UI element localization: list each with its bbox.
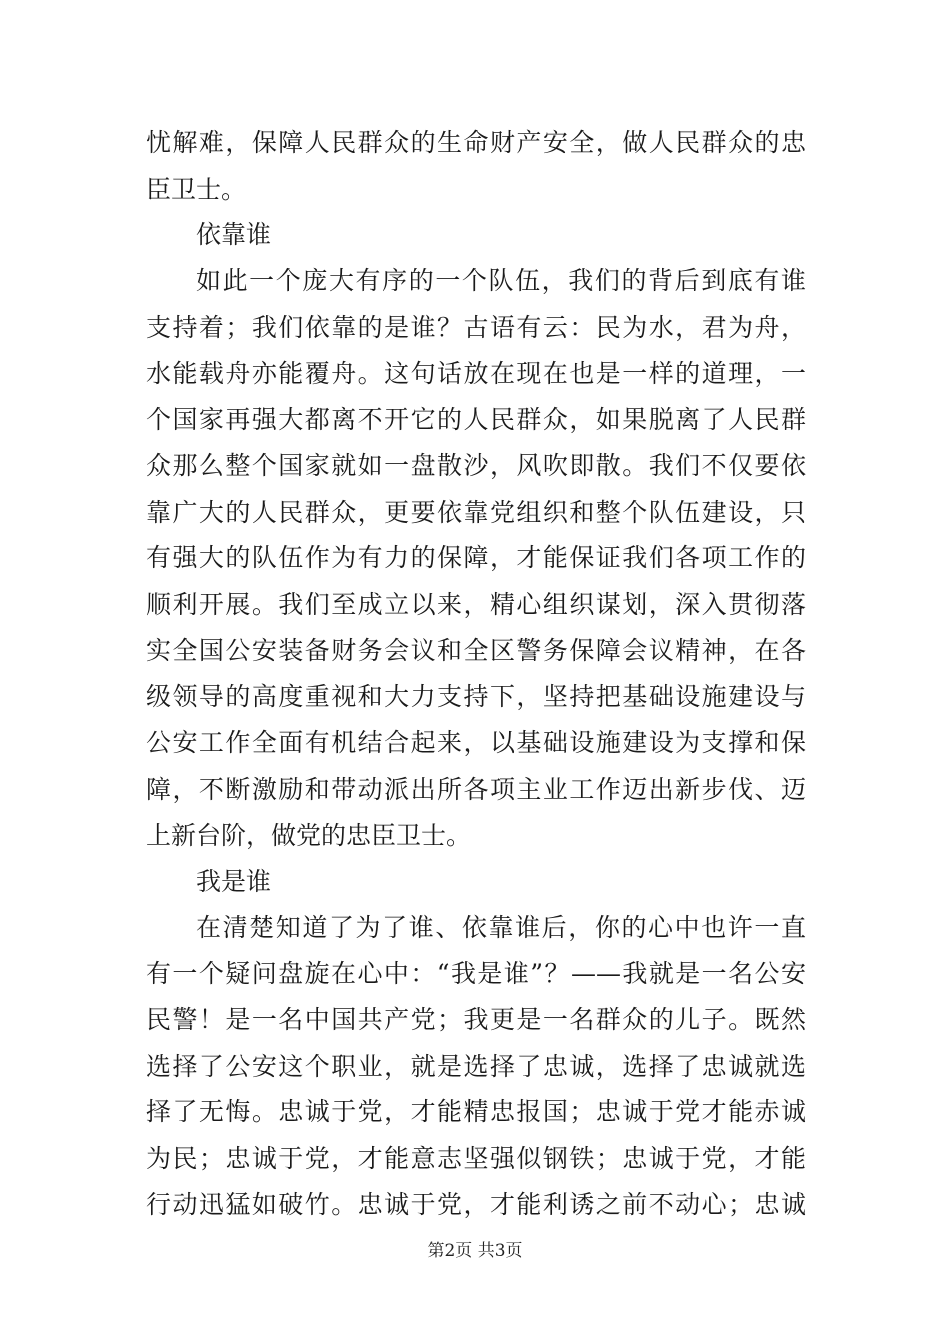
- body-text-line: 行动迅猛如破竹。忠诚于党，才能利诱之前不动心；忠诚: [146, 1190, 806, 1219]
- body-text-line: 障，不断激励和带动派出所各项主业工作迈出新步伐、迈: [146, 775, 806, 804]
- body-text-line: 臣卫士。: [146, 175, 247, 204]
- body-text-line: 水能载舟亦能覆舟。这句话放在现在也是一样的道理，一: [146, 359, 806, 388]
- body-text-line: 上新台阶，做党的忠臣卫士。: [146, 821, 472, 850]
- body-text-line: 有强大的队伍作为有力的保障，才能保证我们各项工作的: [146, 543, 806, 572]
- section-heading: 我是谁: [196, 867, 272, 896]
- body-text-line: 靠广大的人民群众，更要依靠党组织和整个队伍建设，只: [146, 498, 806, 527]
- body-text-line: 有一个疑问盘旋在心中：“我是谁”？——我就是一名公安: [146, 959, 806, 988]
- body-text-line: 选择了公安这个职业，就是选择了忠诚，选择了忠诚就选: [146, 1052, 806, 1081]
- body-text-line: 忧解难，保障人民群众的生命财产安全，做人民群众的忠: [146, 128, 806, 157]
- body-text-line: 级领导的高度重视和大力支持下，坚持把基础设施建设与: [146, 682, 806, 711]
- body-text-line: 为民；忠诚于党，才能意志坚强似钢铁；忠诚于党，才能: [146, 1144, 806, 1173]
- section-heading: 依靠谁: [196, 220, 272, 249]
- body-text-line: 如此一个庞大有序的一个队伍，我们的背后到底有谁: [196, 266, 806, 295]
- body-text-line: 民警！是一名中国共产党；我更是一名群众的儿子。既然: [146, 1005, 806, 1034]
- body-text-line: 在清楚知道了为了谁、依靠谁后，你的心中也许一直: [196, 913, 806, 942]
- body-text-line: 顺利开展。我们至成立以来，精心组织谋划，深入贯彻落: [146, 590, 806, 619]
- body-text-line: 实全国公安装备财务会议和全区警务保障会议精神，在各: [146, 636, 806, 665]
- body-text-line: 众那么整个国家就如一盘散沙，风吹即散。我们不仅要依: [146, 451, 806, 480]
- body-text-line: 个国家再强大都离不开它的人民群众，如果脱离了人民群: [146, 405, 806, 434]
- body-text-line: 择了无悔。忠诚于党，才能精忠报国；忠诚于党才能赤诚: [146, 1097, 806, 1126]
- body-text-line: 公安工作全面有机结合起来，以基础设施建设为支撑和保: [146, 728, 806, 757]
- page-footer: 第2页 共3页: [427, 1241, 523, 1261]
- body-text-line: 支持着；我们依靠的是谁？古语有云：民为水，君为舟，: [146, 313, 806, 342]
